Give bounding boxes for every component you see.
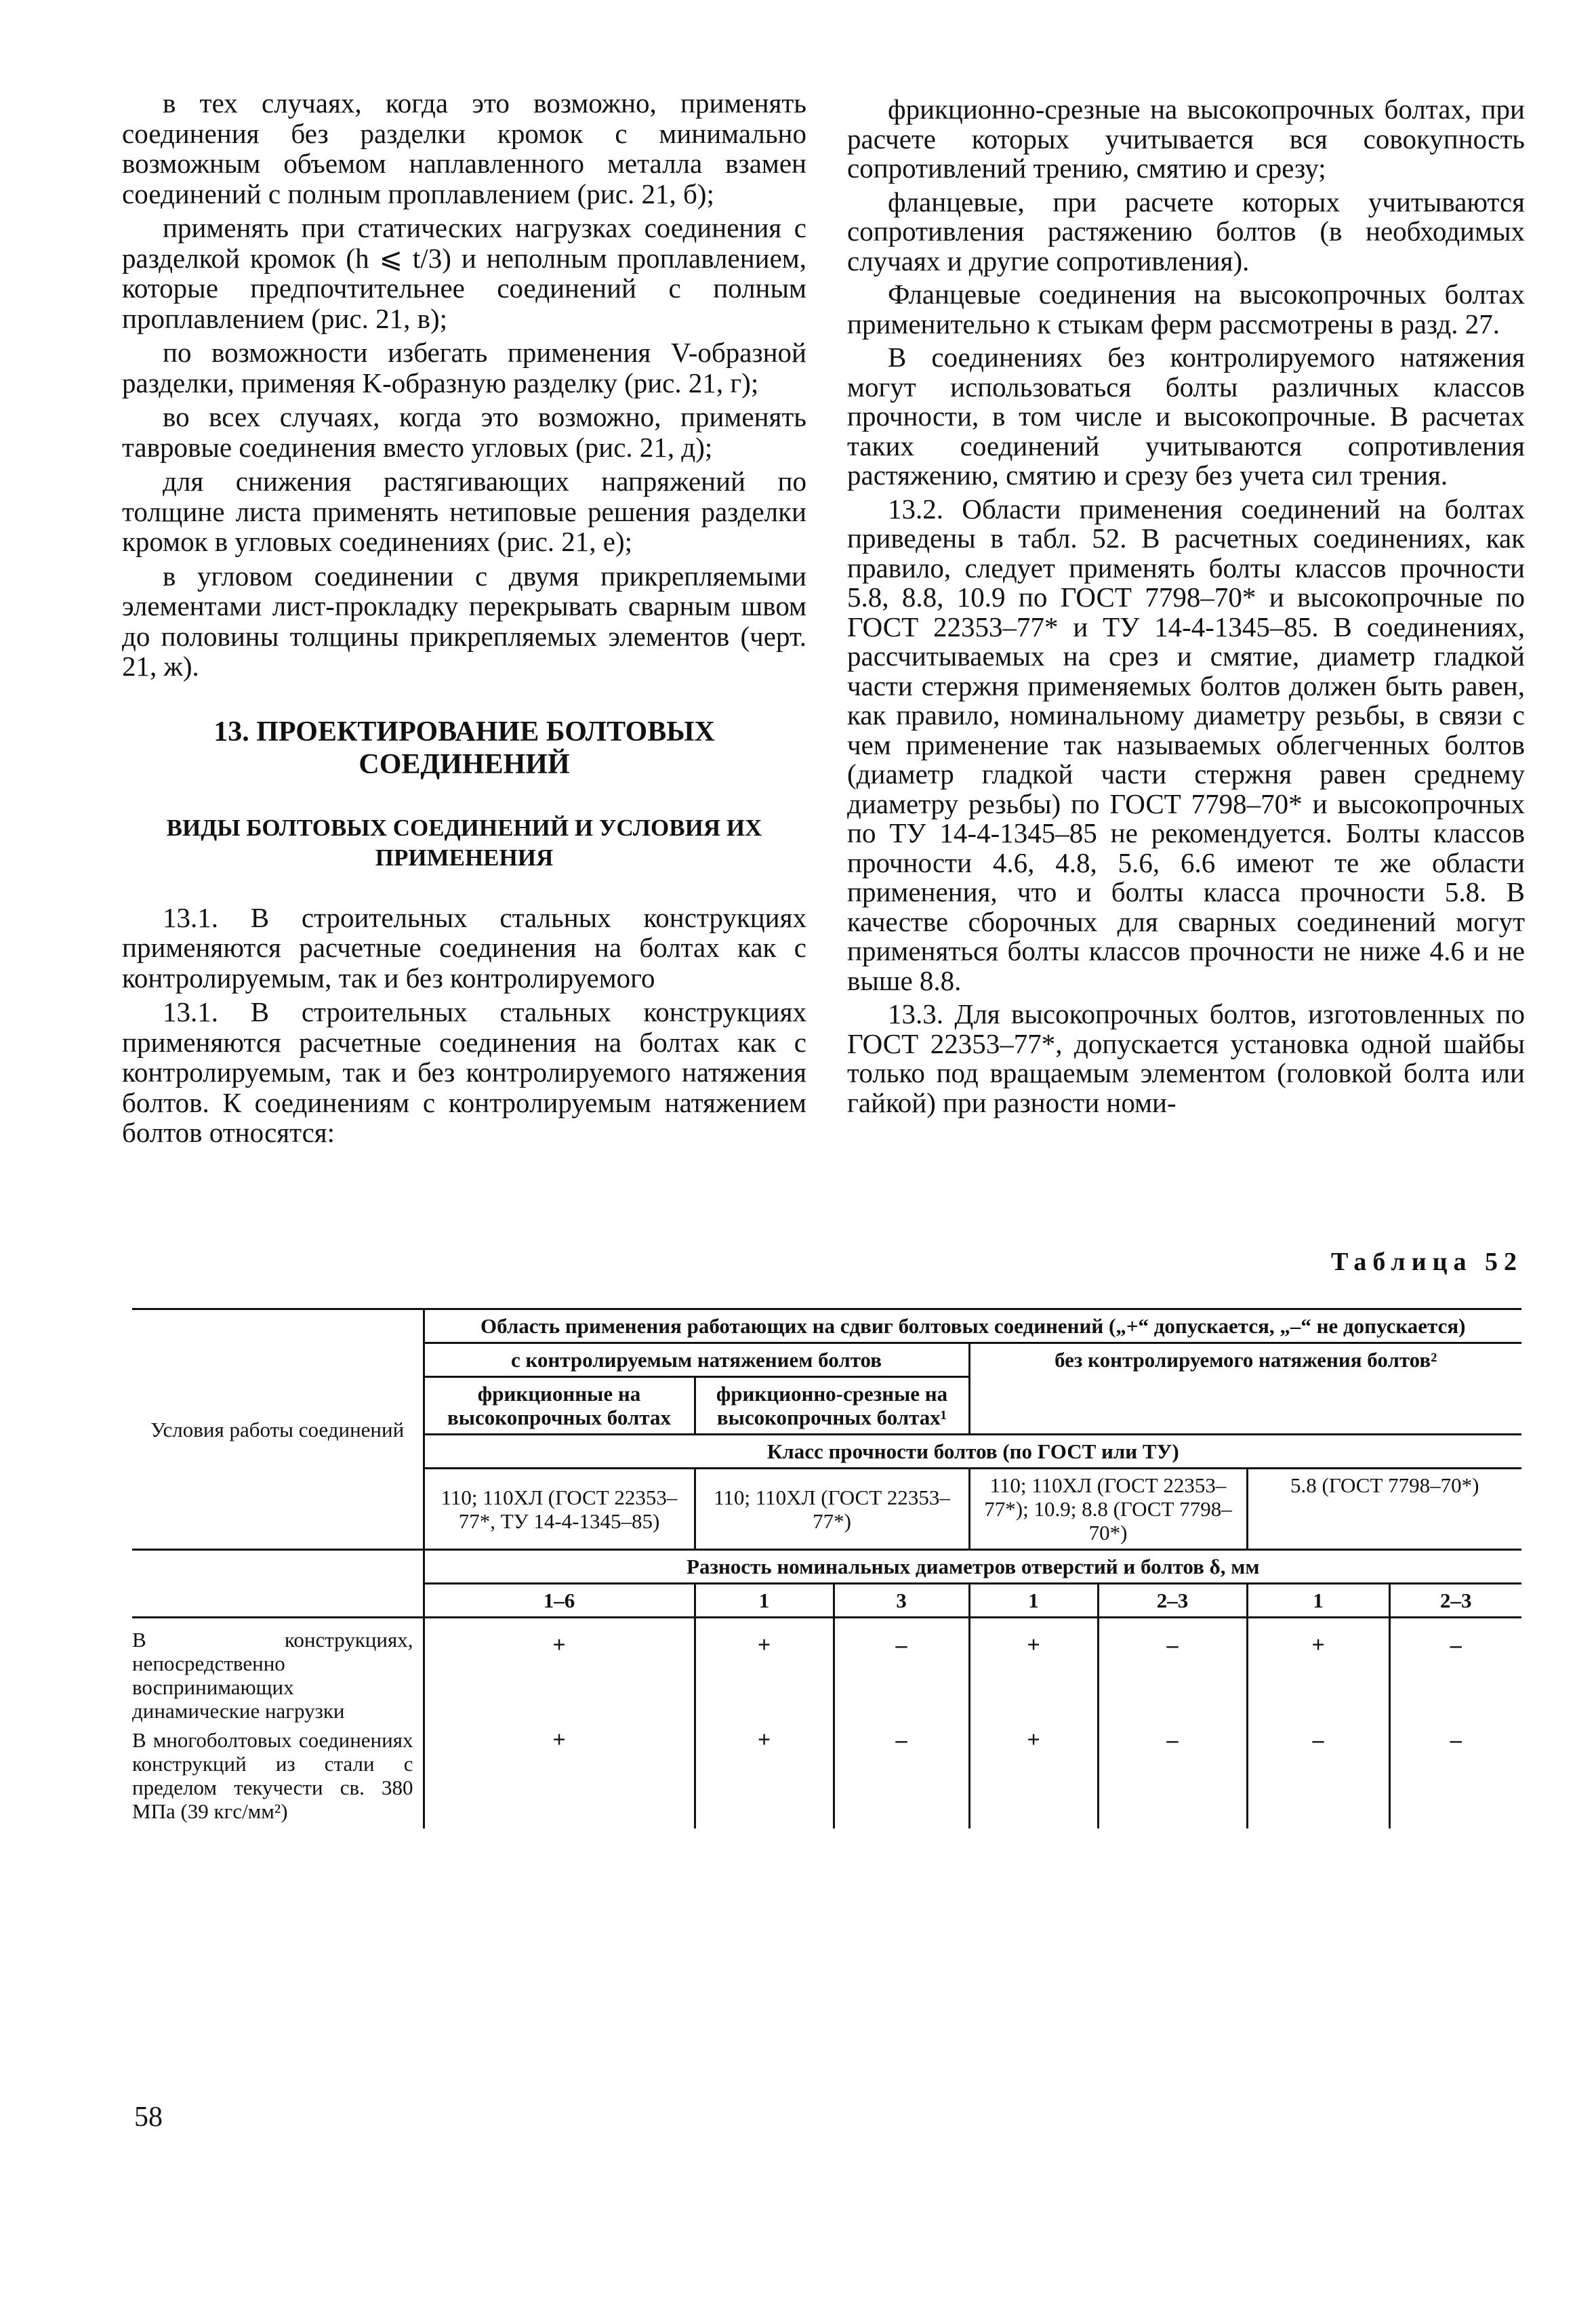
subsection-title: ВИДЫ БОЛТОВЫХ СОЕДИНЕНИЙ И УСЛОВИЯ ИХ ПРИМЕНЕНИЯ xyxy=(166,814,762,871)
diameter-cell: 1 xyxy=(1247,1584,1389,1618)
diameter-cell: 2–3 xyxy=(1098,1584,1247,1618)
left-column xyxy=(122,88,806,1152)
page-number: 58 xyxy=(134,2102,163,2133)
paragraph: в тех случаях, когда это возможно, применять соединения без разделки кромок с минимально возможным объемом наплавленного металла взамен соединений с полным проплавлением (рис. 21, б); xyxy=(122,87,806,209)
controlled-header: с контролируемым натяжением болтов xyxy=(424,1343,969,1377)
right-column xyxy=(847,95,1525,1122)
mark-cell: – xyxy=(1098,1728,1247,1828)
mark-cell: – xyxy=(834,1618,969,1729)
area-header: Область применения работающих на сдвиг болтовых соединений („+“ допускается, „–“ не допускается) xyxy=(424,1309,1521,1343)
paragraph: во всех случаях, когда это возможно, применять тавровые соединения вместо угловых (рис. 21, д); xyxy=(122,401,806,463)
paragraph: по возможности избегать применения V-образной разделки, применяя K-образную разделку (рис. 21, г); xyxy=(122,337,806,398)
diameter-cell: 1 xyxy=(695,1584,834,1618)
mark-cell: + xyxy=(695,1618,834,1729)
class-cell: 110; 110ХЛ (ГОСТ 22353–77*) xyxy=(695,1469,969,1550)
condition-cell: В многоболтовых соединениях конструкций из стали с пределом текучести св. 380 МПа (39 кгс/мм²) xyxy=(132,1728,424,1828)
mark-cell: – xyxy=(1098,1618,1247,1729)
table-caption: Таблица 52 xyxy=(1330,1248,1523,1276)
paragraph: фрикционно-срезные на высокопрочных болтах, при расчете которых учитывается вся совокупность сопротивлений трению, смятию и срезу; xyxy=(847,94,1525,184)
mark-cell: – xyxy=(834,1728,969,1828)
mark-cell: – xyxy=(1389,1728,1521,1828)
friction-header: фрикционные на высокопрочных болтах xyxy=(424,1377,695,1435)
class-cell: 110; 110ХЛ (ГОСТ 22353–77*); 10.9; 8.8 (ГОСТ 7798–70*) xyxy=(969,1469,1247,1550)
section-title: 13. ПРОЕКТИРОВАНИЕ БОЛТОВЫХ СОЕДИНЕНИЙ xyxy=(213,716,715,780)
mark-cell: + xyxy=(969,1618,1098,1729)
mark-cell: + xyxy=(1247,1618,1389,1729)
mark-cell: + xyxy=(424,1618,695,1729)
paragraph-13-3: 13.3. Для высокопрочных болтов, изготовленных по ГОСТ 22353–77*, допускается установка одной шайбы только под вращаемым элементом (головкой болта или гайкой) при разности номи- xyxy=(847,998,1525,1118)
table-52 xyxy=(132,1308,1521,1828)
diameter-cell: 3 xyxy=(834,1584,969,1618)
diameter-cell: 1–6 xyxy=(424,1584,695,1618)
paragraph-13-2: 13.2. Области применения соединений на болтах приведены в табл. 52. В расчетных соединениях, как правило, следует применять болты классов прочности 5.8, 8.8, 10.9 по ГОСТ 7798–70* и высокопрочные по ГОСТ 22353–77* и ТУ 14-4-1345–85. В соединениях, рассчитываемых на срез и смятие, диаметр гладкой части стержня применяемых болтов должен быть равен, как правило, номинальному диаметру резьбы, в связи с чем применение так называемых облегченных болтов (диаметр гладкой части стержня равен среднему диаметру резьбы) по ГОСТ 7798–70* и высокопрочных по ТУ 14-4-1345–85 не рекомендуется. Болты классов прочности 4.6, 4.8, 5.6, 6.6 имеют те же области применения, что и болты класса прочности 5.8. В качестве сборочных для сварных соединений могут применяться болты классов прочности не ниже 4.6 и не выше 8.8. xyxy=(847,493,1525,996)
class-cell: 5.8 (ГОСТ 7798–70*) xyxy=(1247,1469,1521,1550)
diameter-cell: 2–3 xyxy=(1389,1584,1521,1618)
mark-cell: + xyxy=(969,1728,1098,1828)
paragraph-13-1-first: 13.1. В строительных стальных конструкциях применяются расчетные соединения на болтах как с контролируемым, так и без контролируемого xyxy=(122,901,806,994)
paragraph: В соединениях без контролируемого натяжения могут использоваться болты различных классов прочности, в том числе и высокопрочные. В расчетах таких соединений учитываются сопротивления растяжению, смятию и срезу без учета сил трения. xyxy=(847,342,1525,491)
uncontrolled-header: без контролируемого натяжения болтов² xyxy=(969,1343,1521,1435)
mark-cell: – xyxy=(1389,1618,1521,1729)
paragraph: применять при статических нагрузках соединения с разделкой кромок (h ⩽ t/3) и неполным проплавлением, которые предпочтительнее соединений с полным проплавлением (рис. 21, в); xyxy=(122,212,806,334)
paragraph: для снижения растягивающих напряжений по толщине листа применять нетиповые решения разделки кромок в угловых соединениях (рис. 21, е); xyxy=(122,466,806,557)
paragraph: фланцевые, при расчете которых учитываются сопротивления растяжению болтов (в необходимых случаях и другие сопротивления). xyxy=(847,186,1525,277)
mark-cell: + xyxy=(695,1728,834,1828)
paragraph: Фланцевые соединения на высокопрочных болтах применительно к стыкам ферм рассмотрены в разд. 27. xyxy=(847,279,1525,340)
class-cell: 110; 110ХЛ (ГОСТ 22353–77*, ТУ 14-4-1345–85) xyxy=(424,1469,695,1550)
condition-header: Условия работы соединений xyxy=(132,1309,424,1550)
diameter-cell: 1 xyxy=(969,1584,1098,1618)
class-header: Класс прочности болтов (по ГОСТ или ТУ) xyxy=(424,1435,1521,1469)
paragraph-13-1: 13.1. В строительных стальных конструкциях применяются расчетные соединения на болтах как с контролируемым, так и без контролируемого натяжения болтов. К соединениям с контролируемым натяжением болтов относятся: xyxy=(122,996,806,1148)
paragraph: в угловом соединении с двумя прикрепляемыми элементами лист-прокладку перекрывать сварным швом до половины толщины прикрепляемых элементов (черт. 21, ж). xyxy=(122,560,806,682)
condition-cell: В конструкциях, непосредственно воспринимающих динамические нагрузки xyxy=(132,1618,424,1729)
mark-cell: + xyxy=(424,1728,695,1828)
mark-cell: – xyxy=(1247,1728,1389,1828)
diameter-header: Разность номинальных диаметров отверстий и болтов δ, мм xyxy=(424,1550,1521,1584)
friction-shear-header: фрикционно-срезные на высокопрочных болтах¹ xyxy=(695,1377,969,1435)
